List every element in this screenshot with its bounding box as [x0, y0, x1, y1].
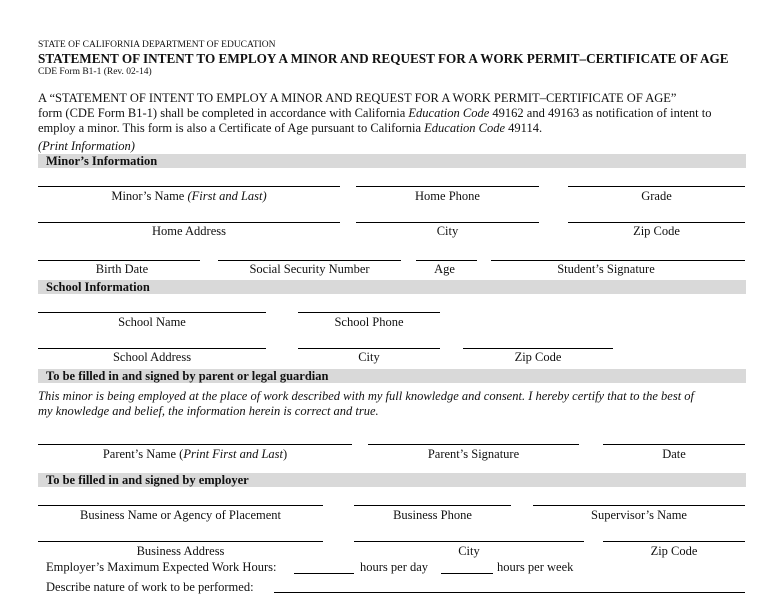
- business-name-label: Business Name or Agency of Placement: [80, 508, 281, 522]
- parent-statement-line-1: This minor is being employed at the place of work described with my full knowledge and consent. I hereby certify that to the best of: [38, 389, 695, 403]
- business-zip-label: Zip Code: [650, 544, 698, 558]
- supervisor-name-field[interactable]: [533, 505, 745, 506]
- parent-signature-field[interactable]: [368, 444, 579, 445]
- ssn-field[interactable]: [218, 260, 401, 261]
- business-address-field[interactable]: [38, 541, 323, 542]
- city-field[interactable]: [356, 222, 539, 223]
- parent-date-label: Date: [662, 447, 686, 461]
- school-name-field[interactable]: [38, 312, 266, 313]
- birth-date-label: Birth Date: [95, 262, 149, 276]
- school-city-field[interactable]: [298, 348, 440, 349]
- employer-section-heading: To be filled in and signed by employer: [38, 473, 746, 487]
- hours-per-week-label: hours per week: [497, 560, 574, 574]
- home-address-label: Home Address: [152, 224, 226, 238]
- business-city-field[interactable]: [354, 541, 584, 542]
- school-zip-field[interactable]: [463, 348, 613, 349]
- minor-name-label: Minor’s Name (First and Last): [111, 189, 267, 203]
- school-phone-field[interactable]: [298, 312, 440, 313]
- print-information-note: (Print Information): [38, 139, 135, 153]
- hours-per-day-field[interactable]: [294, 573, 354, 574]
- hours-per-week-field[interactable]: [441, 573, 493, 574]
- nature-of-work-label: Describe nature of work to be performed:: [46, 580, 254, 594]
- home-phone-field[interactable]: [356, 186, 539, 187]
- intro-line-3: employ a minor. This form is also a Certificate of Age pursuant to California Education Code 49114.: [38, 121, 543, 135]
- business-address-label: Business Address: [136, 544, 225, 558]
- agency-name: STATE OF CALIFORNIA DEPARTMENT OF EDUCATION: [38, 40, 276, 50]
- form-title: STATEMENT OF INTENT TO EMPLOY A MINOR AND REQUEST FOR A WORK PERMIT–CERTIFICATE OF AGE: [38, 51, 729, 66]
- hours-per-day-label: hours per day: [360, 560, 429, 574]
- home-address-field[interactable]: [38, 222, 340, 223]
- grade-field[interactable]: [568, 186, 745, 187]
- intro-line-1: A “STATEMENT OF INTENT TO EMPLOY A MINOR AND REQUEST FOR A WORK PERMIT–CERTIFICATE OF AGE”: [38, 91, 677, 105]
- business-phone-label: Business Phone: [393, 508, 472, 522]
- school-zip-label: Zip Code: [514, 350, 562, 364]
- school-phone-label: School Phone: [334, 315, 404, 329]
- minor-info-heading: Minor’s Information: [38, 154, 746, 168]
- student-signature-label: Student’s Signature: [557, 262, 655, 276]
- city-label: City: [436, 224, 459, 238]
- grade-label: Grade: [641, 189, 672, 203]
- intro-line-2: form (CDE Form B1-1) shall be completed in accordance with California Education Code 49162 and 49163 as notification of intent to: [38, 106, 712, 120]
- business-zip-field[interactable]: [603, 541, 745, 542]
- business-name-field[interactable]: [38, 505, 323, 506]
- school-city-label: City: [358, 350, 380, 364]
- zip-code-label: Zip Code: [633, 224, 680, 238]
- ssn-label: Social Security Number: [249, 262, 370, 276]
- parent-section-heading: To be filled in and signed by parent or legal guardian: [38, 369, 746, 383]
- age-field[interactable]: [416, 260, 477, 261]
- parent-date-field[interactable]: [603, 444, 745, 445]
- zip-code-field[interactable]: [568, 222, 745, 223]
- minor-name-field[interactable]: [38, 186, 340, 187]
- nature-of-work-field[interactable]: [274, 592, 745, 593]
- form-id: CDE Form B1-1 (Rev. 02-14): [38, 67, 152, 77]
- parent-signature-label: Parent’s Signature: [427, 447, 520, 461]
- school-name-label: School Name: [118, 315, 186, 329]
- school-info-heading: School Information: [38, 280, 746, 294]
- birth-date-field[interactable]: [38, 260, 200, 261]
- student-signature-field[interactable]: [491, 260, 745, 261]
- supervisor-name-label: Supervisor’s Name: [591, 508, 687, 522]
- school-address-label: School Address: [112, 350, 192, 364]
- parent-name-field[interactable]: [38, 444, 352, 445]
- school-address-field[interactable]: [38, 348, 266, 349]
- business-phone-field[interactable]: [354, 505, 511, 506]
- business-city-label: City: [458, 544, 480, 558]
- parent-statement-line-2: my knowledge and belief, the information herein is correct and true.: [38, 404, 379, 418]
- max-hours-label: Employer’s Maximum Expected Work Hours:: [46, 560, 277, 574]
- parent-name-label: Parent’s Name (Print First and Last): [102, 447, 288, 461]
- home-phone-label: Home Phone: [415, 189, 480, 203]
- age-label: Age: [434, 262, 455, 276]
